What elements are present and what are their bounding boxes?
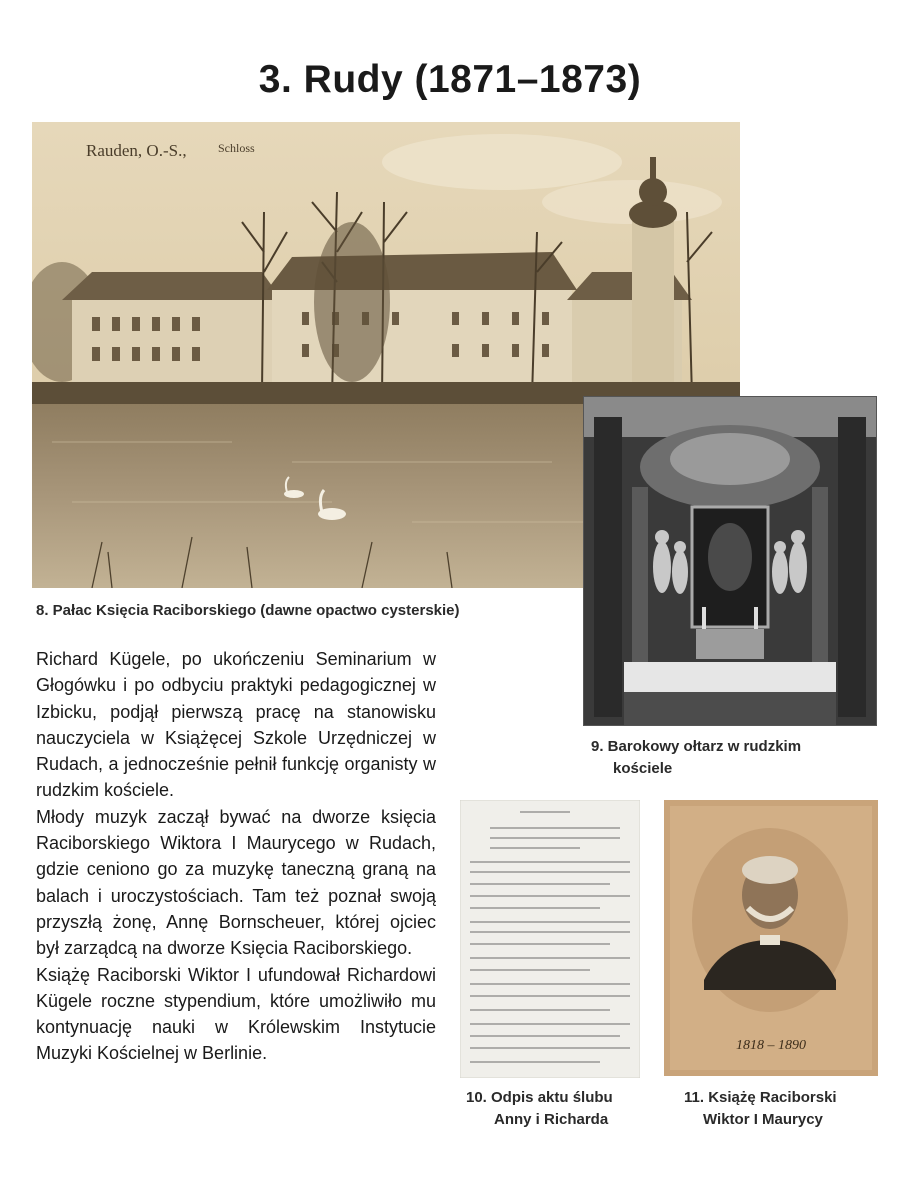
prince-portrait-illustration [664,800,878,1076]
altar-illustration [584,397,876,725]
marriage-record-illustration [460,800,640,1078]
marriage-record-caption-line1: 10. Odpis aktu ślubu [466,1089,613,1106]
portrait-signature-date: 1818 – 1890 [736,1038,806,1053]
marriage-record-caption-line2: Anny i Richarda [494,1111,609,1128]
palace-caption: 8. Pałac Księcia Raciborskiego (dawne opactwo cysterskie) [36,602,460,619]
altar-photo [583,396,877,726]
postcard-printed-subtitle: Schloss [218,141,255,155]
altar-caption-line1: 9. Barokowy ołtarz w rudzkim [591,738,802,755]
body-paragraph-3: Książę Raciborski Wiktor I ufundował Richardowi Kügele roczne stypendium, które umożliwiło mu kontynuację nauki w Królewskim Instytucie Muzyki Kościelnej w Berlinie. [36,964,436,1064]
prince-portrait-photo [664,800,878,1076]
body-paragraph-1: Richard Kügele, po ukończeniu Seminarium w Głogówku i po odbyciu praktyki pedagogicznej w Izbicku, podjął pierwszą pracę na stanowisku nauczyciela w Książęcej Szkole Urzędniczej w Rudach, a jednocześnie pełnił funkcję organisty w rudzkim kościele. [36,649,436,801]
postcard-printed-title: Rauden, O.-S., [86,141,187,160]
portrait-caption-line1: 11. Książę Raciborski [684,1089,837,1106]
body-paragraph-2: Młody muzyk zaczął bywać na dworze księcia Raciborskiego Wiktora I Maurycego w Rudach, gdzie ceniono go za muzykę taneczną graną na balach i uroczystościach. Tam też poznał swoją przyszłą żonę, Annę Bornscheuer, której ojciec był zarządcą na dworze Księcia Raciborskiego. [36,806,436,959]
page-title: 3. Rudy (1871–1873) [258,58,642,101]
altar-caption-line2: kościele [613,760,673,777]
portrait-caption-line2: Wiktor I Maurycy [703,1111,823,1128]
marriage-record-photo [460,800,640,1078]
body-text [36,646,436,1067]
